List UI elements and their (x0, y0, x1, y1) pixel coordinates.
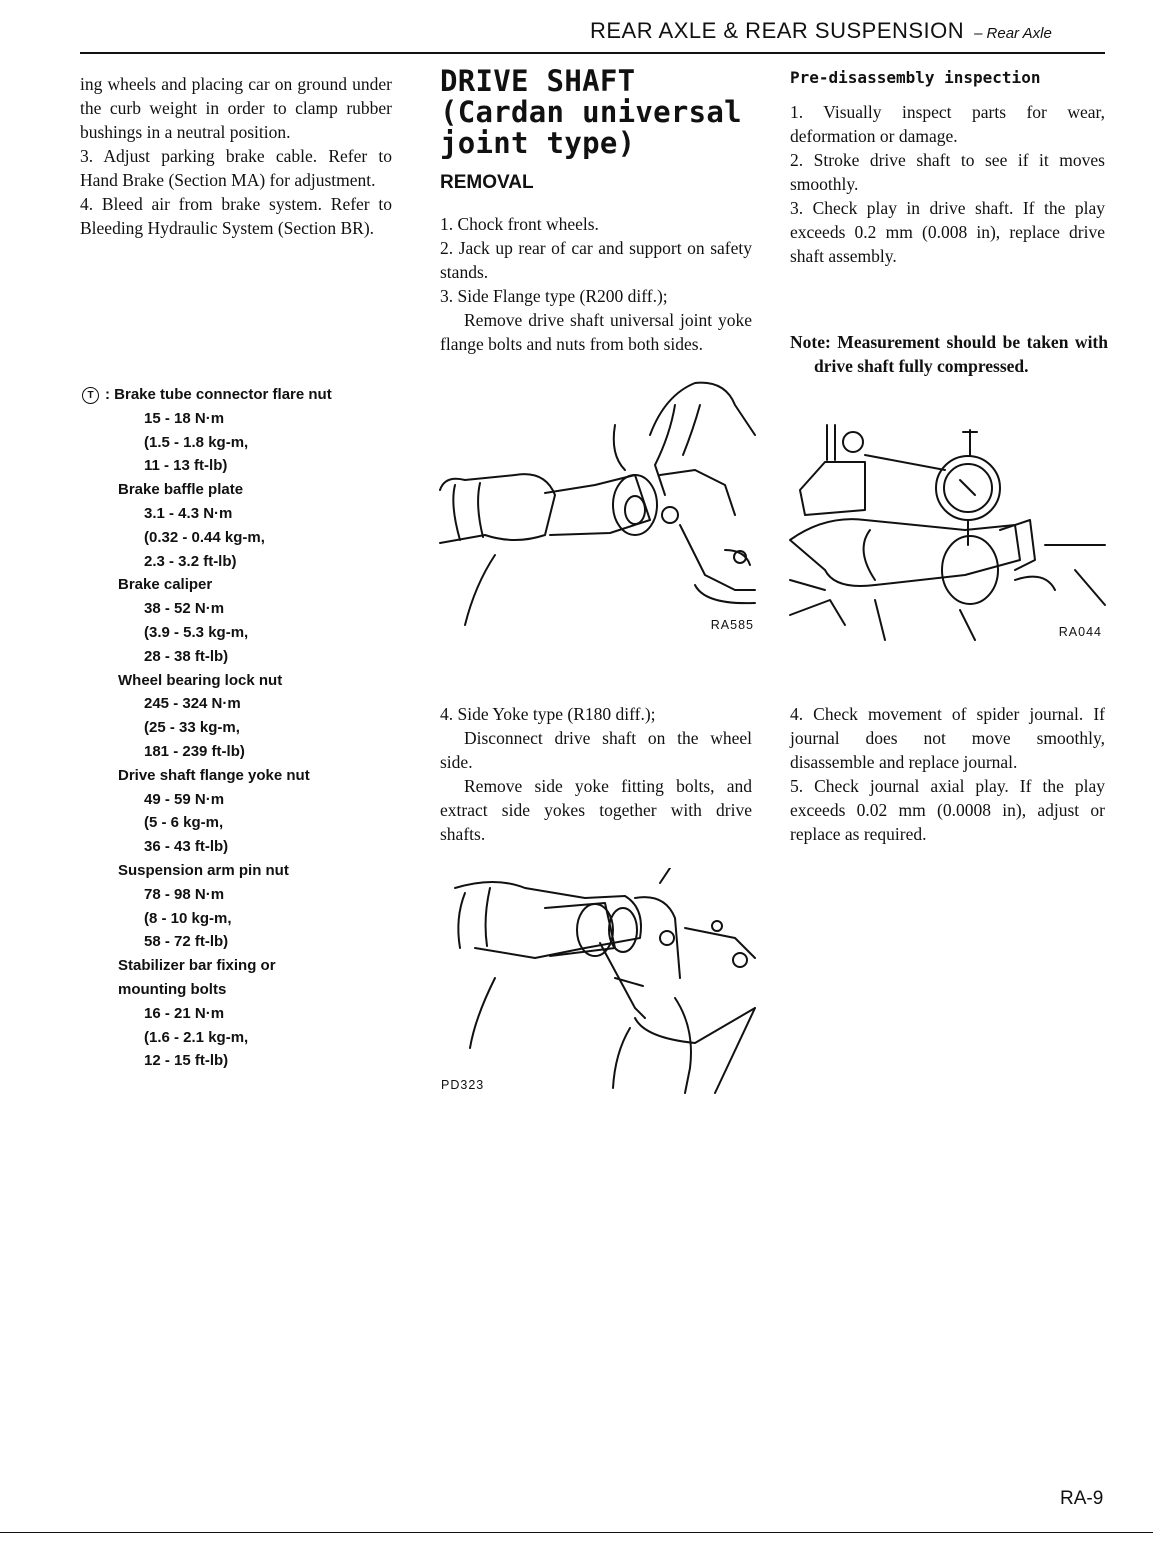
spec-value: (0.32 - 0.44 kg-m, (144, 528, 265, 546)
step-4-block (440, 702, 752, 846)
title-line-3: joint type) (440, 126, 636, 160)
title-line-1: DRIVE SHAFT (440, 64, 636, 98)
figure-ra585-illustration (435, 375, 760, 640)
spec-value: (3.9 - 5.3 kg-m, (144, 623, 249, 641)
spec-value: (8 - 10 kg-m, (144, 909, 232, 927)
pre-disassembly-heading: Pre-disassembly inspection (790, 68, 1041, 87)
torque-specs (80, 383, 400, 1073)
spec-value: 3.1 - 4.3 N·m (144, 504, 233, 522)
inspection-step-2: 2. Stroke drive shaft to see if it moves smoothly. (790, 150, 1105, 194)
drive-shaft-flange-drawing (435, 375, 760, 640)
removal-steps (440, 212, 752, 356)
spec-value: (25 - 33 kg-m, (144, 719, 240, 737)
spec-value: (5 - 6 kg-m, (144, 814, 224, 832)
spec-value: 38 - 52 N·m (144, 600, 225, 618)
spec-name-5: Suspension arm pin nut (118, 861, 289, 879)
spec-value: 12 - 15 ft-lb) (144, 1052, 229, 1070)
removal-step-1: 1. Chock front wheels. (440, 214, 599, 234)
page-number: RA-9 (1060, 1488, 1104, 1509)
spec-values-1 (144, 502, 400, 573)
inspection-step-3: 3. Check play in drive shaft. If the play exceeds 0.2 mm (0.008 in), replace drive shaft assembly. (790, 198, 1105, 266)
spec-value: 2.3 - 3.2 ft-lb) (144, 552, 237, 570)
dial-gauge-inspection-drawing (785, 420, 1110, 645)
spec-value: 28 - 38 ft-lb) (144, 647, 229, 665)
figure-ra044-illustration (785, 420, 1110, 645)
inspection-step-1: 1. Visually inspect parts for wear, deformation or damage. (790, 102, 1105, 146)
removal-step-4-body-2: Remove side yoke fitting bolts, and extract side yokes together with drive shafts. (440, 776, 752, 844)
spec-values-3 (144, 692, 400, 763)
spec-value: 11 - 13 ft-lb) (144, 457, 228, 475)
footer-rule (0, 1532, 1153, 1533)
spec-name-1: Brake baffle plate (118, 481, 244, 499)
spec-values-0 (144, 407, 400, 478)
spec-value: (1.6 - 2.1 kg-m, (144, 1028, 249, 1046)
step-3-parking-brake: 3. Adjust parking brake cable. Refer to Hand Brake (Section MA) for adjustment. (80, 146, 392, 190)
spec-values-2 (144, 597, 400, 668)
paragraph-continuation: ing wheels and placing car on ground under the curb weight in order to clamp rubber bushings in a neutral position. (80, 74, 392, 142)
note-text: Note: Measurement should be taken with drive shaft fully compressed. (790, 332, 1108, 376)
spec-value: (1.5 - 1.8 kg-m, (144, 433, 249, 451)
spec-value: 181 - 239 ft-lb) (144, 742, 245, 760)
spec-name-3: Wheel bearing lock nut (118, 671, 283, 689)
title-line-2: (Cardan universal (440, 95, 742, 129)
torque-spec-header: T : Brake tube connector flare nut (80, 383, 400, 407)
spec-value: 16 - 21 N·m (144, 1004, 225, 1022)
section-title (440, 66, 770, 159)
spec-value: 78 - 98 N·m (144, 885, 225, 903)
spec-values-4 (144, 788, 400, 859)
header-subtitle: Rear Axle (986, 25, 1052, 42)
removal-heading: REMOVAL (440, 172, 534, 193)
spec-value: 36 - 43 ft-lb) (144, 838, 229, 856)
header-dash: – (974, 25, 983, 42)
torque-wrench-icon (82, 387, 99, 404)
removal-step-4-head: 4. Side Yoke type (R180 diff.); (440, 704, 656, 724)
header-title: REAR AXLE & REAR SUSPENSION (590, 18, 965, 43)
spec-value: 245 - 324 N·m (144, 695, 241, 713)
removal-step-3-body: Remove drive shaft universal joint yoke flange bolts and nuts from both sides. (440, 310, 752, 354)
spider-journal-steps (790, 702, 1105, 846)
spec-name-2: Brake caliper (118, 576, 213, 594)
removal-step-3-head: 3. Side Flange type (R200 diff.); (440, 286, 668, 306)
left-column-text (80, 72, 392, 240)
spec-name-0: Brake tube connector flare nut (114, 386, 332, 403)
torque-symbol: T (87, 389, 94, 401)
spec-values-6 (144, 1002, 400, 1073)
step-4-bleed-air: 4. Bleed air from brake system. Refer to Bleeding Hydraulic System (Section BR). (80, 194, 392, 238)
inspection-steps (790, 100, 1105, 268)
inspection-step-5: 5. Check journal axial play. If the play exceeds 0.02 mm (0.0008 in), adjust or replace as required. (790, 776, 1105, 844)
removal-step-4-body-1: Disconnect drive shaft on the wheel side. (440, 728, 752, 772)
header-rule (80, 52, 1105, 54)
spec-values-5 (144, 883, 400, 954)
figure-code-ra585: RA585 (710, 618, 754, 632)
spec-value: 58 - 72 ft-lb) (144, 933, 229, 951)
side-yoke-removal-drawing (435, 868, 765, 1098)
figure-code-pd323: PD323 (441, 1078, 485, 1092)
figure-pd323-illustration (435, 868, 765, 1098)
measurement-note (790, 330, 1108, 378)
inspection-step-4: 4. Check movement of spider journal. If journal does not move smoothly, disassemble and replace journal. (790, 704, 1105, 772)
spec-name-4: Drive shaft flange yoke nut (118, 766, 310, 784)
spec-value: 49 - 59 N·m (144, 790, 225, 808)
figure-code-ra044: RA044 (1058, 625, 1102, 639)
page-header (590, 18, 1110, 50)
spec-name-6: Stabilizer bar fixing or mounting bolts (118, 957, 276, 998)
spec-value: 15 - 18 N·m (144, 409, 225, 427)
removal-step-2: 2. Jack up rear of car and support on safety stands. (440, 238, 752, 282)
